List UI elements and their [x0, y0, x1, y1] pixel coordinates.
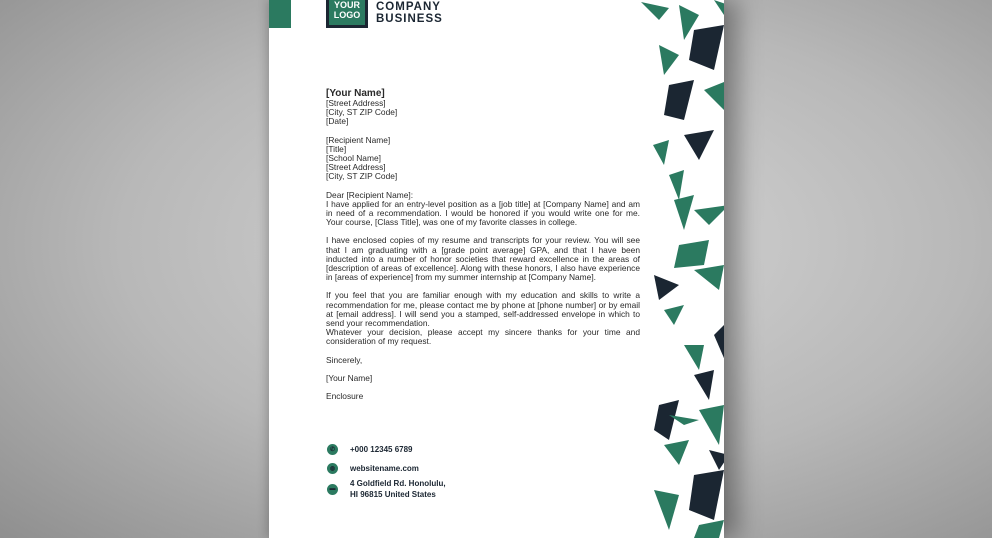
recipient-block: [326, 136, 640, 182]
p1-text: I have applied for an entry-level position as a [job title] at [Company Name] and am in need of a recommendation. I would be honored if you would write one for me. Your course, [Class Title], was one of my favorite classes in college.: [326, 198, 640, 228]
address-line-2: HI 96815 United States: [350, 490, 436, 499]
sender-block: [326, 89, 640, 127]
recipient-city: [City, ST ZIP Code]: [326, 171, 398, 182]
company-line-2: BUSINESS: [376, 13, 443, 25]
contact-address: [327, 478, 446, 500]
company-name: [376, 1, 443, 25]
contact-phone: [327, 444, 413, 455]
letterhead-page: [269, 0, 724, 538]
contact-website: [327, 463, 419, 474]
recipient-title: [Title]: [326, 143, 347, 154]
globe-icon: ◍: [327, 463, 338, 474]
enclosure: Enclosure: [326, 391, 364, 402]
website-text: websitename.com: [350, 464, 419, 473]
decorative-shards: [639, 0, 724, 538]
sender-name: [Your Name]: [326, 88, 385, 99]
recipient-street: [Street Address]: [326, 162, 386, 173]
recipient-name: [Recipient Name]: [326, 134, 391, 145]
location-icon: ▬: [327, 484, 338, 495]
closing: Sincerely,: [326, 354, 363, 365]
phone-icon: ✆: [327, 444, 338, 455]
sender-street: [Street Address]: [326, 98, 386, 108]
company-line-1: COMPANY: [376, 1, 441, 13]
phone-text: +000 12345 6789: [350, 445, 413, 454]
logo: [326, 0, 368, 28]
paragraph-3: [326, 291, 640, 328]
signature: [Your Name]: [326, 372, 373, 383]
shard-pattern: [641, 0, 724, 538]
address-line-1: 4 Goldfield Rd. Honolulu,: [350, 479, 446, 488]
logo-text: YOUR: [333, 0, 360, 10]
accent-tab: [269, 0, 291, 28]
sender-city: [City, ST ZIP Code]: [326, 107, 398, 118]
logo-text: LOGO: [333, 10, 361, 20]
p3-text: If you feel that you are familiar enough with my education and skills to write a recommendation for me, please contact me by phone at [phone number] or by email at [email address]. I will send you a stamped, self-addressed envelope in which to send your recommendation.: [326, 290, 640, 329]
paragraph-1: [326, 191, 640, 228]
salutation: Dear [Recipient Name]:: [326, 189, 414, 200]
recipient-school: [School Name]: [326, 153, 381, 164]
letter-body: [326, 89, 640, 410]
date: [Date]: [326, 116, 349, 127]
paragraph-4: Whatever your decision, please accept my sincere thanks for your time and consideration of my request.: [326, 327, 640, 347]
paragraph-2: I have enclosed copies of my resume and transcripts for your review. You will see that I am graduating with a [grade point average] GPA, and that I have been inducted into a number of honor societies that reward excellence in the areas of [description of areas of excellence]. Along with these honors, I also have experience in [areas of experience] from my summer internship at [Company Name].: [326, 235, 640, 283]
